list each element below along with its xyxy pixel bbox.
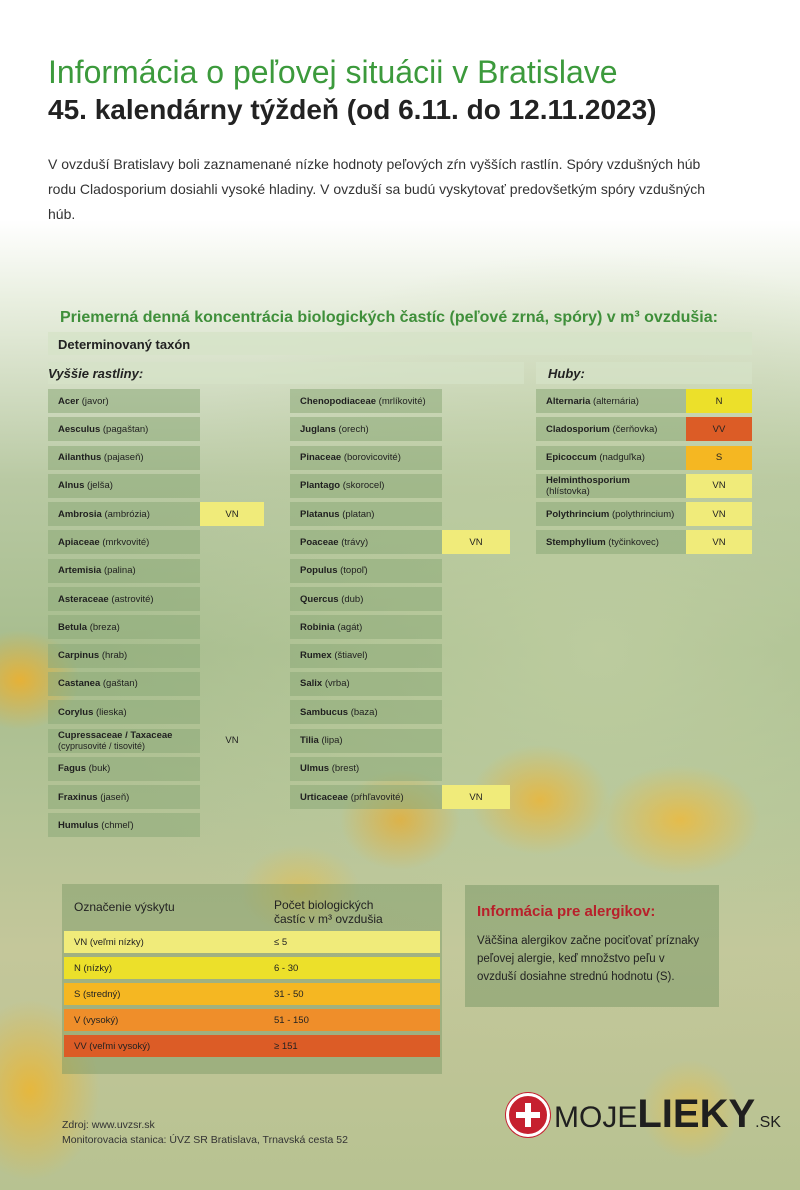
legend-row [64, 957, 440, 979]
taxon-latin: Artemisia [58, 565, 102, 577]
taxon-local: (čerňovka) [612, 423, 658, 435]
taxon-name [290, 700, 442, 724]
taxon-row [536, 502, 752, 526]
taxon-name [290, 559, 442, 583]
taxon-row [290, 785, 510, 809]
taxon-name [48, 813, 200, 837]
legend-row [64, 1035, 440, 1057]
taxon-name [48, 559, 200, 583]
taxon-row [290, 700, 510, 724]
taxon-name [48, 530, 200, 554]
taxon-row [290, 615, 510, 639]
fungi-column [536, 389, 752, 559]
legend-label: N (nízky) [74, 962, 112, 974]
taxon-local: (borovicovité) [343, 452, 401, 464]
allergy-info-box [465, 885, 719, 1007]
taxon-level [200, 615, 264, 639]
fungi-header [536, 362, 752, 384]
taxon-level [442, 757, 510, 781]
taxon-line [300, 480, 384, 491]
taxon-name [48, 729, 200, 753]
taxon-line [300, 792, 404, 803]
taxon-latin: Tilia [300, 735, 319, 747]
taxon-latin: Rumex [300, 650, 332, 662]
taxon-row [290, 729, 510, 753]
taxon-level [442, 729, 510, 753]
taxon-latin: Helminthosporium [546, 474, 630, 486]
taxon-line [58, 424, 148, 435]
taxon-level: N [686, 389, 752, 413]
taxon-level: VN [225, 735, 239, 747]
taxon-level [200, 785, 264, 809]
taxon-name [290, 757, 442, 781]
taxon-local: (palina) [103, 565, 136, 577]
taxon-local: (pagaštan) [102, 423, 149, 435]
page-title: Informácia o peľovej situácii v Bratislave [48, 54, 618, 90]
taxon-name [290, 417, 442, 441]
taxon-line [58, 565, 136, 576]
taxon-line [546, 424, 657, 435]
taxon-local: (javor) [81, 395, 109, 407]
taxon-name [290, 672, 442, 696]
taxon-name [536, 502, 686, 526]
taxon-name [290, 587, 442, 611]
taxon-line [58, 792, 129, 803]
taxon-local: (alternária) [593, 395, 639, 407]
taxon-name [48, 417, 200, 441]
taxon-level [200, 813, 264, 837]
legend-range: 51 - 150 [274, 1014, 309, 1026]
medical-cross-icon [506, 1093, 550, 1137]
legend-header-range-line1: Počet biologických [274, 898, 374, 912]
taxon-level [200, 389, 264, 413]
taxon-level [442, 474, 510, 498]
taxon-name [290, 502, 442, 526]
plants-header [48, 362, 524, 384]
taxon-line [58, 452, 144, 463]
taxon-level [200, 417, 264, 441]
taxon-line [546, 509, 674, 520]
legend-row [64, 1009, 440, 1031]
page-subtitle: 45. kalendárny týždeň (od 6.11. do 12.11.2023) [48, 94, 657, 125]
taxon-row [536, 417, 752, 441]
taxon-row [290, 474, 510, 498]
taxon-level [200, 672, 264, 696]
taxon-name [290, 729, 442, 753]
taxon-latin: Humulus [58, 819, 99, 831]
taxon-latin: Castanea [58, 678, 101, 690]
taxon-local: (vrba) [324, 678, 350, 690]
taxon-latin: Chenopodiaceae [300, 395, 377, 407]
taxon-level [442, 700, 510, 724]
taxon-name [48, 615, 200, 639]
taxon-local: (pŕhľavovité) [350, 791, 404, 803]
taxon-name [48, 785, 200, 809]
source-link: Zdroj: www.uvzsr.sk [62, 1119, 155, 1131]
taxon-latin: Platanus [300, 508, 340, 520]
taxon-row [48, 530, 264, 554]
taxon-row [48, 757, 264, 781]
taxon-line [58, 820, 134, 831]
taxon-level: S [686, 446, 752, 470]
taxon-level [442, 389, 510, 413]
taxon-row [48, 587, 264, 611]
taxon-local: (platan) [342, 508, 375, 520]
taxon-latin: Cupressaceae / Taxaceae [58, 729, 173, 741]
taxon-line [300, 537, 368, 548]
taxon-name [48, 644, 200, 668]
taxon-line [300, 452, 401, 463]
taxon-row [290, 502, 510, 526]
logo-part-sk: .SK [755, 1114, 781, 1131]
taxon-latin: Ambrosia [58, 508, 102, 520]
taxon-row [48, 785, 264, 809]
taxon-local: (topoľ) [340, 565, 368, 577]
taxon-line [546, 537, 659, 548]
taxon-row [48, 389, 264, 413]
taxon-local: (dub) [341, 593, 364, 605]
taxon-row [290, 559, 510, 583]
taxon-local: (orech) [338, 423, 369, 435]
taxon-row [48, 474, 264, 498]
taxon-name [48, 474, 200, 498]
taxon-row [48, 729, 264, 753]
taxon-local: (polythrincium) [611, 508, 675, 520]
taxon-latin: Juglans [300, 423, 336, 435]
taxon-latin: Urticaceae [300, 791, 349, 803]
taxon-line [300, 763, 359, 774]
taxon-line [58, 650, 127, 661]
taxon-name [536, 446, 686, 470]
taxon-level [442, 417, 510, 441]
legend-label: S (stredný) [74, 988, 121, 1000]
taxon-line [58, 707, 127, 718]
taxon-row [536, 474, 752, 498]
taxon-line-1 [58, 731, 172, 741]
logo-part-moje: MOJE [554, 1101, 638, 1134]
taxon-name [536, 417, 686, 441]
taxon-row [290, 417, 510, 441]
legend-label: VN (veľmi nízky) [74, 936, 144, 948]
taxon-row [536, 446, 752, 470]
logo-wordmark [554, 1092, 781, 1137]
taxon-level [442, 502, 510, 526]
taxon-name [48, 672, 200, 696]
allergy-info-text: Väčšina alergikov začne pociťovať príznaky peľovej alergie, keď množstvo peľu v ovzduší dosiahne strednú hodnotu (S). [477, 935, 700, 983]
taxon-level [200, 700, 264, 724]
taxon-local: (brest) [331, 763, 360, 775]
taxon-local: (mrkvovité) [102, 536, 150, 548]
taxon-name [290, 644, 442, 668]
taxon-level: VV [686, 417, 752, 441]
taxon-local: (tyčinkovec) [608, 536, 659, 548]
taxon-level [200, 559, 264, 583]
taxon-local: (štiavel) [334, 650, 368, 662]
plants-header-label: Vyššie rastliny: [48, 366, 144, 381]
taxon-line [58, 480, 113, 491]
taxon-row [48, 502, 264, 526]
taxon-latin: Aesculus [58, 423, 101, 435]
taxon-header: Determinovaný taxón [48, 332, 752, 355]
legend-row [64, 931, 440, 953]
logo-part-lieky: LIEKY [637, 1092, 756, 1136]
taxon-latin: Acer [58, 395, 80, 407]
taxon-row [290, 644, 510, 668]
taxon-name [48, 446, 200, 470]
taxon-line [300, 735, 343, 746]
taxon-local: (agát) [337, 621, 363, 633]
legend-range: ≤ 5 [274, 936, 288, 948]
taxon-latin: Cladosporium [546, 423, 610, 435]
taxon-local: (hlístovka) [546, 485, 590, 497]
taxon-row [290, 757, 510, 781]
taxon-level [442, 615, 510, 639]
taxon-line [300, 678, 350, 689]
taxon-name [290, 389, 442, 413]
taxon-row [48, 417, 264, 441]
taxon-local: (pajaseň) [103, 452, 144, 464]
taxon-name [48, 757, 200, 781]
taxon-row [536, 389, 752, 413]
taxon-latin: Epicoccum [546, 452, 597, 464]
legend-range: ≥ 151 [274, 1040, 298, 1052]
taxon-line [58, 622, 120, 633]
fungi-header-label: Huby: [548, 366, 585, 381]
taxon-local: (trávy) [341, 536, 369, 548]
legend-label: VV (veľmi vysoký) [74, 1040, 151, 1052]
taxon-local: (hrab) [101, 650, 128, 662]
taxon-latin: Plantago [300, 480, 341, 492]
taxon-latin: Betula [58, 621, 88, 633]
taxon-latin: Ulmus [300, 763, 330, 775]
taxon-latin: Carpinus [58, 650, 100, 662]
taxon-level: VN [686, 502, 752, 526]
taxon-latin: Asteraceae [58, 593, 109, 605]
taxon-latin: Polythrincium [546, 508, 610, 520]
taxon-latin: Pinaceae [300, 452, 342, 464]
taxon-level [442, 559, 510, 583]
taxon-row [290, 530, 510, 554]
taxon-line [58, 537, 149, 548]
source-info [62, 1118, 348, 1148]
taxon-latin: Populus [300, 565, 338, 577]
taxon-level: VN [442, 785, 510, 809]
taxon-line [58, 509, 150, 520]
taxon-name [536, 389, 686, 413]
taxon-line [300, 509, 374, 520]
taxon-local: (skorocel) [342, 480, 385, 492]
taxon-line [546, 475, 676, 497]
taxon-latin: Salix [300, 678, 323, 690]
plants-column-1 [48, 389, 264, 842]
taxon-line [300, 594, 363, 605]
taxon-latin: Fraxinus [58, 791, 98, 803]
taxon-level [200, 446, 264, 470]
taxon-name [48, 700, 200, 724]
taxon-level [442, 672, 510, 696]
taxon-row [536, 530, 752, 554]
taxon-line [58, 594, 154, 605]
taxon-line [300, 622, 362, 633]
taxon-line [546, 396, 639, 407]
taxon-level [200, 757, 264, 781]
taxon-name [48, 587, 200, 611]
legend-header-range [274, 898, 383, 926]
taxon-local: (buk) [88, 763, 111, 775]
legend-range: 6 - 30 [274, 962, 299, 974]
taxon-latin: Robinia [300, 621, 335, 633]
taxon-local: (jaseň) [100, 791, 130, 803]
taxon-level [200, 474, 264, 498]
taxon-level [200, 644, 264, 668]
taxon-name [290, 474, 442, 498]
taxon-latin: Corylus [58, 706, 94, 718]
taxon-latin: Ailanthus [58, 452, 102, 464]
taxon-local: (breza) [89, 621, 120, 633]
taxon-name [536, 530, 686, 554]
taxon-level [200, 530, 264, 554]
taxon-line [58, 396, 109, 407]
taxon-row [48, 559, 264, 583]
taxon-latin: Poaceae [300, 536, 339, 548]
taxon-local: (lieska) [96, 706, 127, 718]
taxon-local: (chmeľ) [101, 819, 134, 831]
taxon-local: (baza) [350, 706, 378, 718]
taxon-line [58, 763, 110, 774]
legend-label: V (vysoký) [74, 1014, 119, 1026]
taxon-row [48, 813, 264, 837]
taxon-latin: Stemphylium [546, 536, 606, 548]
taxon-level [442, 587, 510, 611]
legend-header-range-line2: častíc v m³ ovzdušia [274, 912, 383, 926]
taxon-name [290, 785, 442, 809]
taxon-line [300, 396, 426, 407]
taxon-line [300, 707, 378, 718]
taxon-local: (jelša) [87, 480, 113, 492]
taxon-latin: Quercus [300, 593, 339, 605]
taxon-name [536, 474, 686, 498]
taxon-level [442, 446, 510, 470]
taxon-line [58, 678, 138, 689]
taxon-level: VN [442, 530, 510, 554]
taxon-line-2 [58, 741, 145, 751]
taxon-row [290, 672, 510, 696]
taxon-level: VN [686, 530, 752, 554]
taxon-name [290, 615, 442, 639]
taxon-row [48, 700, 264, 724]
taxon-line [300, 650, 368, 661]
plants-column-2 [290, 389, 510, 813]
taxon-level [200, 587, 264, 611]
taxon-row [290, 389, 510, 413]
taxon-name [48, 389, 200, 413]
taxon-local: (cyprusovité / tisovité) [58, 740, 146, 751]
legend-header-label: Označenie výskytu [74, 900, 175, 914]
mojelieky-logo [506, 1092, 781, 1137]
taxon-latin: Alternaria [546, 395, 591, 407]
taxon-line [300, 565, 368, 576]
monitoring-station: Monitorovacia stanica: ÚVZ SR Bratislava, Trnavská cesta 52 [62, 1134, 348, 1146]
taxon-name [290, 446, 442, 470]
taxon-latin: Sambucus [300, 706, 349, 718]
taxon-row [48, 644, 264, 668]
taxon-latin: Alnus [58, 480, 85, 492]
taxon-level: VN [200, 502, 264, 526]
taxon-row [48, 672, 264, 696]
taxon-row [48, 615, 264, 639]
taxon-name [290, 530, 442, 554]
taxon-latin: Fagus [58, 763, 86, 775]
taxon-level: VN [686, 474, 752, 498]
taxon-local: (lipa) [321, 735, 343, 747]
taxon-local: (gaštan) [102, 678, 138, 690]
taxon-row [290, 446, 510, 470]
legend-row [64, 983, 440, 1005]
taxon-line [300, 424, 369, 435]
taxon-level [442, 644, 510, 668]
allergy-info-title: Informácia pre alergikov: [477, 903, 656, 920]
taxon-local: (nadguľka) [599, 452, 645, 464]
table-title: Priemerná denná koncentrácia biologických častíc (peľové zrná, spóry) v m³ ovzdušia: [60, 309, 718, 326]
taxon-local: (mrlíkovité) [378, 395, 426, 407]
taxon-name [48, 502, 200, 526]
taxon-row [290, 587, 510, 611]
taxon-local: (ambrózia) [104, 508, 150, 520]
intro-text: V ovzduší Bratislavy boli zaznamenané nízke hodnoty peľových zŕn vyšších rastlín. Spóry vzdušných húb rodu Cladosporium dosiahli vysoké hladiny. V ovzduší sa budú vyskytovať predovšetkým spóry vzdušných húb. [48, 156, 706, 222]
legend-range: 31 - 50 [274, 988, 304, 1000]
taxon-latin: Apiaceae [58, 536, 100, 548]
taxon-local: (astrovité) [111, 593, 154, 605]
taxon-line [546, 452, 645, 463]
taxon-row [48, 446, 264, 470]
